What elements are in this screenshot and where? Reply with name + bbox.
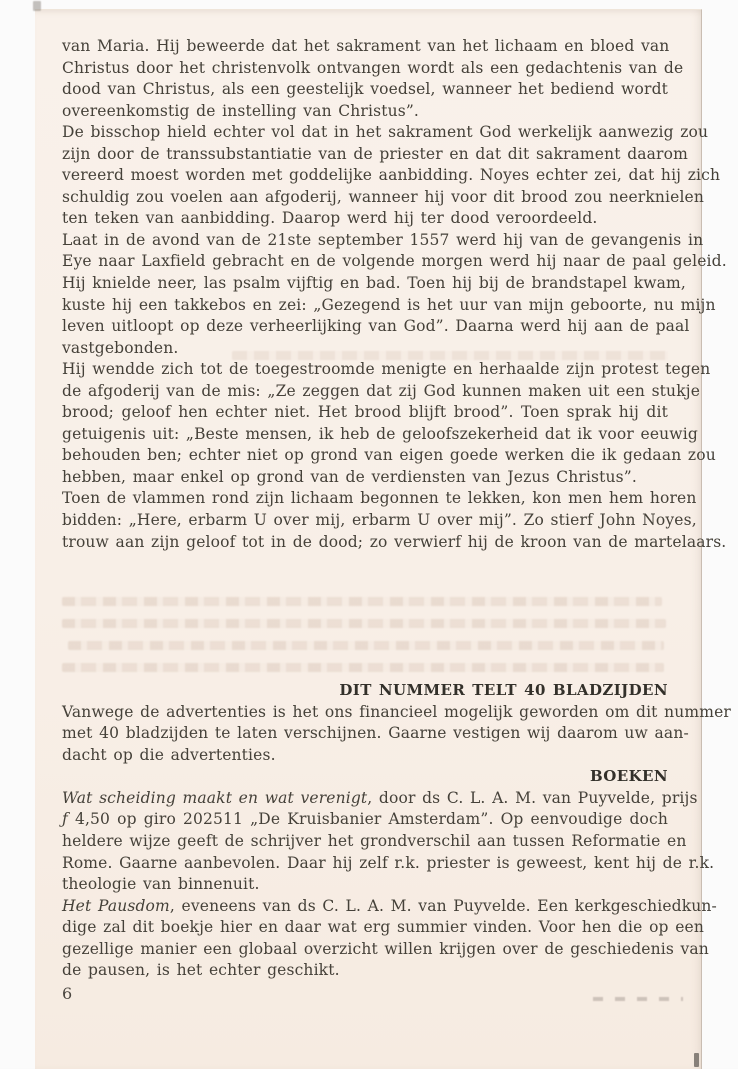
page-number: 6 bbox=[62, 983, 73, 1003]
scan-artifact-top-left bbox=[33, 1, 41, 11]
paragraph bbox=[62, 488, 727, 553]
text-line: schuldig zou voelen aan afgoderij, wanneer hij voor dit brood zou neerknielen bbox=[62, 187, 705, 206]
text-line: heldere wijze geeft de schrijver het grondverschil aan tussen Reformatie en bbox=[62, 831, 687, 850]
text-line: behouden ben; echter niet op grond van eigen goede werken die ik gedaan zou bbox=[62, 446, 716, 465]
paragraph bbox=[62, 36, 684, 122]
ghost-text-line bbox=[62, 597, 662, 606]
text-line: de afgoderij van de mis: „Ze zeggen dat zij God kunnen maken uit een stukje bbox=[62, 381, 701, 400]
ghost-text-line-inline bbox=[232, 351, 668, 360]
text-line bbox=[62, 788, 698, 810]
paragraph bbox=[62, 788, 715, 896]
text-line: dige zal dit boekje hier en daar wat erg summier vinden. Voor hen die op een bbox=[62, 918, 704, 937]
text-line: Rome. Gaarne aanbevolen. Daar hij zelf r.k. priester is geweest, kent hij de r.k. bbox=[62, 853, 715, 872]
section-heading: BOEKEN bbox=[589, 767, 668, 786]
regular-text: 4,50 op giro 202511 „De Kruisbanier Amsterdam”. Op eenvoudige doch bbox=[67, 810, 668, 829]
text-line: Toen de vlammen rond zijn lichaam begonnen te lekken, kon men hem horen bbox=[62, 489, 697, 508]
text-line: brood; geloof hen echter niet. Het brood blijft brood”. Toen sprak hij dit bbox=[62, 403, 668, 422]
text-column bbox=[62, 36, 731, 1004]
text-line: dood van Christus, als een geestelijk voedsel, wanneer het bediend wordt bbox=[62, 80, 669, 99]
text-line: De bisschop hield echter vol dat in het sakrament God werkelijk aanwezig zou bbox=[62, 123, 709, 142]
text-line: gezellige manier een globaal overzicht willen krijgen over de geschiedenis van bbox=[62, 939, 709, 958]
text-line: Vanwege de advertenties is het ons financieel mogelijk geworden om dit nummer bbox=[62, 702, 731, 721]
text-line: leven uitloopt op deze verheerlijking van God”. Daarna werd hij aan de paal bbox=[62, 317, 690, 336]
text-line: met 40 bladzijden te laten verschijnen. Gaarne vestigen wij daarom uw aan- bbox=[62, 724, 689, 743]
text-line: bidden: „Here, erbarm U over mij, erbarm U over mij”. Zo stierf John Noyes, bbox=[62, 511, 697, 530]
paragraph bbox=[62, 230, 727, 359]
text-line: hebben, maar enkel op grond van de verdiensten van Jezus Christus”. bbox=[62, 467, 637, 486]
paragraph bbox=[62, 359, 716, 488]
scan-artifact-bottom-right bbox=[694, 1053, 699, 1067]
ghost-text-line bbox=[68, 641, 664, 650]
italic-text: Het Pausdom bbox=[62, 896, 170, 915]
text-line: Christus door het christenvolk ontvangen wordt als een gedachtenis van de bbox=[62, 58, 684, 77]
text-line: zijn door de transsubstantiatie van de priester en dat dit sakrament daarom bbox=[62, 144, 688, 163]
text-line bbox=[62, 896, 717, 918]
paragraph bbox=[62, 122, 721, 230]
paragraph bbox=[62, 702, 731, 767]
text-line: Hij wendde zich tot de toegestroomde menigte en herhaalde zijn protest tegen bbox=[62, 360, 711, 379]
ghost-text-line bbox=[62, 663, 664, 672]
show-through-ghost-text bbox=[62, 553, 668, 680]
text-line: theologie van binnenuit. bbox=[62, 875, 260, 894]
text-line: Eye naar Laxfield gebracht en de volgende morgen werd hij naar de paal geleid. bbox=[62, 252, 727, 271]
text-line: dacht op die advertenties. bbox=[62, 745, 276, 764]
text-line: van Maria. Hij beweerde dat het sakrament van het lichaam en bloed van bbox=[62, 37, 670, 55]
regular-text: , door ds C. L. A. M. van Puyvelde, prijs bbox=[367, 788, 698, 807]
text-line: vastgebonden. bbox=[62, 338, 179, 357]
document-page bbox=[35, 9, 731, 1069]
text-line: Laat in de avond van de 21ste september 1557 werd hij van de gevangenis in bbox=[62, 230, 704, 249]
text-line: overeenkomstig de instelling van Christus”. bbox=[62, 101, 419, 120]
text-line: Hij knielde neer, las psalm vijftig en bad. Toen hij bij de brandstapel kwam, bbox=[62, 274, 686, 293]
text-line: de pausen, is het echter geschikt. bbox=[62, 961, 340, 980]
text-line: ten teken van aanbidding. Daarop werd hij ter dood veroordeeld. bbox=[62, 209, 598, 228]
text-line bbox=[62, 809, 668, 831]
text-line: trouw aan zijn geloof tot in de dood; zo verwierf hij de kroon van de martelaars. bbox=[62, 532, 727, 551]
ghost-text-line bbox=[62, 619, 666, 628]
regular-text: , eveneens van ds C. L. A. M. van Puyvelde. Een kerkgeschiedkun- bbox=[169, 896, 717, 915]
text-line: vereerd moest worden met goddelijke aanbidding. Noyes echter zei, dat hij zich bbox=[62, 166, 721, 185]
italic-text: ƒ bbox=[62, 810, 68, 829]
section-heading: DIT NUMMER TELT 40 BLADZIJDEN bbox=[339, 681, 668, 700]
paragraph bbox=[62, 896, 717, 982]
text-line: kuste hij een takkebos en zei: „Gezegend is het uur van mijn geboorte, nu mijn bbox=[62, 295, 716, 314]
scan-artifact-dashes bbox=[593, 997, 683, 1001]
text-line: getuigenis uit: „Beste mensen, ik heb de geloofszekerheid dat ik voor eeuwig bbox=[62, 424, 698, 443]
italic-text: Wat scheiding maakt en wat verenigt bbox=[62, 788, 368, 807]
